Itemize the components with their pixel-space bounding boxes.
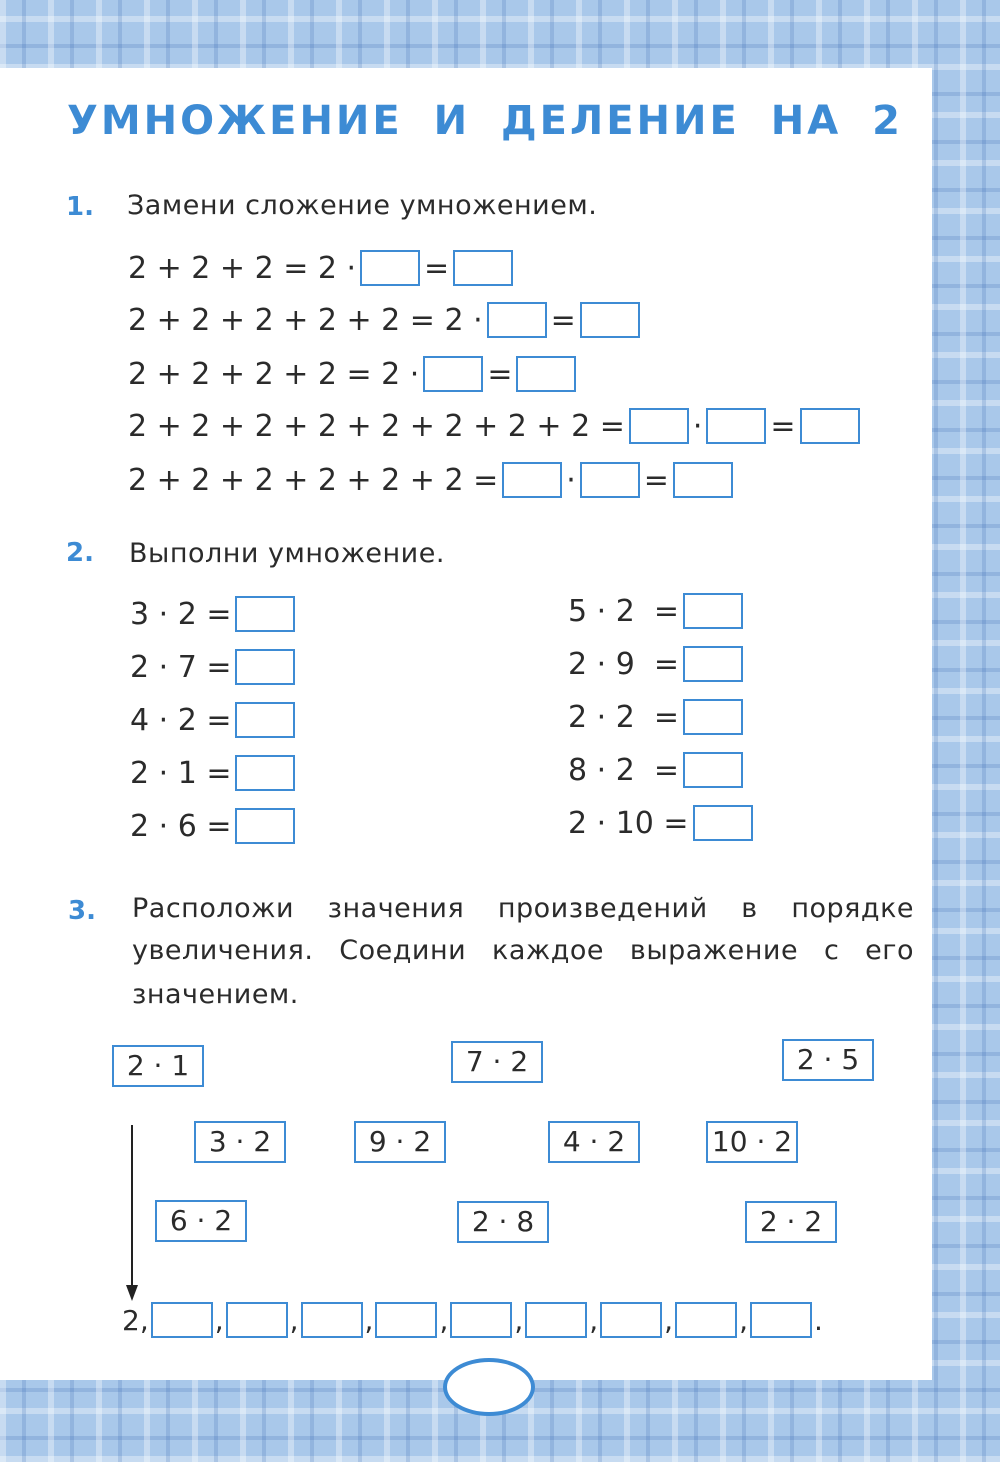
sequence-box[interactable]: [375, 1302, 437, 1338]
answer-box[interactable]: [683, 752, 743, 788]
comma: ,: [589, 1303, 599, 1337]
row-expression: 2 + 2 + 2 + 2 = 2 ·: [128, 356, 420, 392]
row-expression: 2 · 9 =: [568, 646, 679, 682]
task-1-row-2: [128, 302, 644, 338]
row-expression: 2 + 2 + 2 + 2 + 2 = 2 ·: [128, 302, 483, 338]
equals-sign: =: [770, 408, 796, 444]
task-2-left-row: [130, 755, 299, 791]
sequence-box[interactable]: [226, 1302, 288, 1338]
task-2-left-row: [130, 649, 299, 685]
task-3-line-3: значением.: [132, 979, 299, 1010]
comma: ,: [289, 1303, 299, 1337]
answer-box[interactable]: [516, 356, 576, 392]
row-expression: 2 · 2 =: [568, 699, 679, 735]
down-arrow-icon: [122, 1125, 142, 1303]
answer-box[interactable]: [580, 302, 640, 338]
equals-sign: =: [487, 356, 513, 392]
sequence-box[interactable]: [600, 1302, 662, 1338]
task-1-instruction: Замени сложение умножением.: [127, 190, 598, 221]
sequence-box[interactable]: [675, 1302, 737, 1338]
task-2-right-row: [568, 593, 747, 629]
expression-card[interactable]: 7 · 2: [451, 1041, 543, 1083]
task-2-number: 2.: [66, 538, 94, 568]
task-1-row-1: [128, 250, 517, 286]
expression-card[interactable]: 4 · 2: [548, 1121, 640, 1163]
answer-box[interactable]: [235, 596, 295, 632]
answer-box[interactable]: [693, 805, 753, 841]
equals-sign: =: [424, 250, 450, 286]
task-1-row-3: [128, 356, 580, 392]
row-expression: 2 · 10 =: [568, 805, 689, 841]
expression-card[interactable]: 9 · 2: [354, 1121, 446, 1163]
page-number-oval: [443, 1358, 535, 1416]
task-3-line-2: увеличения. Соедини каждое выражение с его: [132, 935, 914, 966]
answer-box[interactable]: [683, 646, 743, 682]
answer-box[interactable]: [235, 649, 295, 685]
comma: ,: [214, 1303, 224, 1337]
answer-box[interactable]: [453, 250, 513, 286]
page-title: УМНОЖЕНИЕ И ДЕЛЕНИЕ НА 2: [67, 98, 903, 144]
answer-box[interactable]: [360, 250, 420, 286]
answer-box[interactable]: [683, 699, 743, 735]
row-expression: 2 · 7 =: [130, 649, 232, 685]
answer-box[interactable]: [487, 302, 547, 338]
task-2-right-row: [568, 805, 757, 841]
row-expression: 5 · 2 =: [568, 593, 679, 629]
expression-card[interactable]: 2 · 1: [112, 1045, 204, 1087]
multiply-sign: ·: [692, 408, 703, 444]
task-2-right-row: [568, 699, 747, 735]
row-expression: 2 · 1 =: [130, 755, 232, 791]
expression-card[interactable]: 10 · 2: [706, 1121, 798, 1163]
multiply-sign: ·: [566, 462, 576, 498]
equals-sign: =: [550, 302, 576, 338]
answer-box[interactable]: [629, 408, 689, 444]
comma: ,: [514, 1303, 524, 1337]
comma: ,: [439, 1303, 449, 1337]
answer-box[interactable]: [235, 702, 295, 738]
equals-sign: =: [643, 462, 669, 498]
answer-box[interactable]: [235, 808, 295, 844]
answer-box[interactable]: [673, 462, 733, 498]
task-2-instruction: Выполни умножение.: [129, 538, 445, 569]
row-expression: 4 · 2 =: [130, 702, 232, 738]
task-2-left-row: [130, 808, 299, 844]
task-2-left-row: [130, 596, 299, 632]
row-expression: 2 · 6 =: [130, 808, 232, 844]
row-expression: 3 · 2 =: [130, 596, 232, 632]
row-expression: 2 + 2 + 2 + 2 + 2 + 2 + 2 + 2 =: [128, 408, 625, 444]
comma: ,: [364, 1303, 374, 1337]
task-2-left-row: [130, 702, 299, 738]
row-expression: 8 · 2 =: [568, 752, 679, 788]
answer-box[interactable]: [235, 755, 295, 791]
answer-box[interactable]: [580, 462, 640, 498]
task-3-number: 3.: [68, 896, 96, 926]
expression-card[interactable]: 2 · 8: [457, 1201, 549, 1243]
answer-box[interactable]: [423, 356, 483, 392]
task-2-right-row: [568, 752, 747, 788]
answer-box[interactable]: [502, 462, 562, 498]
answer-sequence: [122, 1302, 823, 1338]
answer-box[interactable]: [706, 408, 766, 444]
sequence-start: 2,: [122, 1303, 149, 1337]
sequence-box[interactable]: [301, 1302, 363, 1338]
expression-card[interactable]: 2 · 5: [782, 1039, 874, 1081]
sequence-box[interactable]: [750, 1302, 812, 1338]
task-3-line-1: Расположи значения произведений в порядке: [132, 893, 914, 924]
sequence-box[interactable]: [151, 1302, 213, 1338]
answer-box[interactable]: [683, 593, 743, 629]
task-1-number: 1.: [66, 192, 94, 222]
task-1-row-4: [128, 408, 864, 444]
comma: ,: [739, 1303, 748, 1337]
expression-card[interactable]: 2 · 2: [745, 1201, 837, 1243]
row-expression: 2 + 2 + 2 = 2 ·: [128, 250, 357, 286]
sequence-box[interactable]: [450, 1302, 512, 1338]
expression-card[interactable]: 3 · 2: [194, 1121, 286, 1163]
expression-card[interactable]: 6 · 2: [155, 1200, 247, 1242]
task-1-row-5: [128, 462, 737, 498]
answer-box[interactable]: [800, 408, 860, 444]
sequence-box[interactable]: [525, 1302, 587, 1338]
period: .: [813, 1303, 823, 1337]
comma: ,: [664, 1303, 674, 1337]
task-2-right-row: [568, 646, 747, 682]
row-expression: 2 + 2 + 2 + 2 + 2 + 2 =: [128, 462, 499, 498]
